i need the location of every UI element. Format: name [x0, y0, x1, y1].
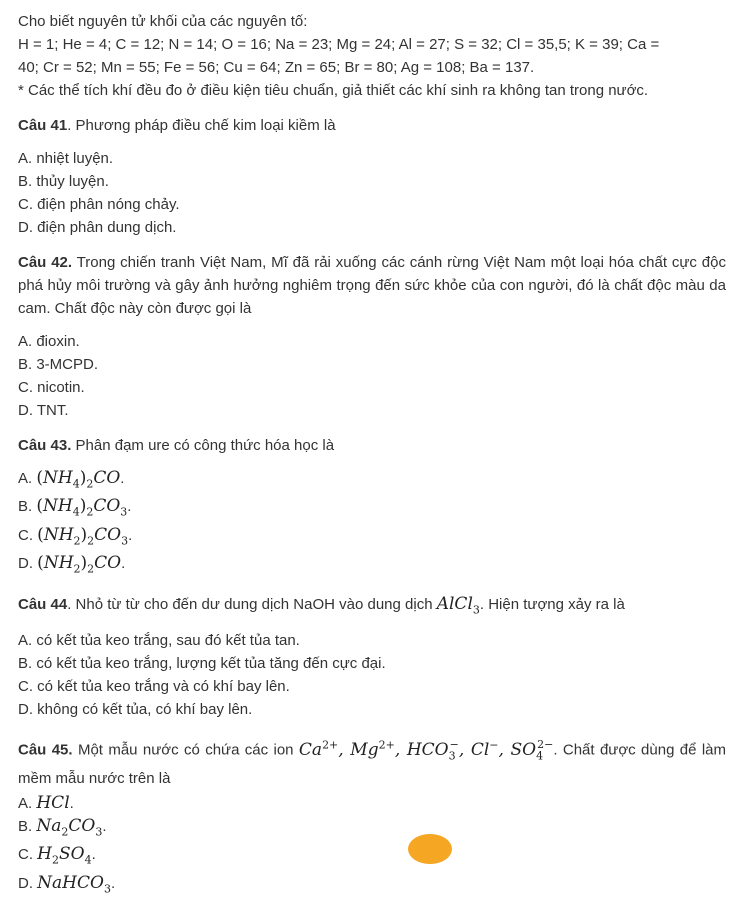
question-41 [18, 114, 726, 239]
question-43-label: Câu 43. [18, 437, 72, 454]
intro-line-1: Cho biết nguyên tử khối của các nguyên tố: [18, 13, 308, 30]
intro-line-4: * Các thể tích khí đều đo ở điều kiện tiêu chuẩn, giả thiết các khí sinh ra không tan trong nước. [18, 82, 649, 99]
option-44-d: D. không có kết tủa, có khí bay lên. [18, 700, 253, 718]
question-44-label: Câu 44 [18, 595, 68, 613]
question-45-options [18, 792, 726, 900]
question-44 [18, 593, 726, 721]
option-44-c: C. có kết tủa keo trắng và có khí bay lên. [18, 677, 290, 695]
question-41-options [18, 147, 726, 239]
formula-alcl3: AlCl$_3$ [436, 593, 480, 616]
intro [18, 10, 726, 102]
formula-ions: $Ca^{2+}$, $Mg^{2+}$, $HCO_3^-$, Cl−, $SO_4^{2-}$ [298, 737, 554, 762]
question-45-label: Câu 45. [18, 741, 73, 759]
option-41-c: C. điện phân nóng chảy. [18, 196, 180, 213]
option-42-b: B. 3-MCPD. [18, 356, 99, 373]
option-42-c: C. nicotin. [18, 379, 85, 396]
option-41-b: B. thủy luyện. [18, 173, 109, 190]
formula-hcl: HCl [36, 793, 70, 813]
question-45 [18, 733, 726, 900]
question-42-text: Câu 42. Trong chiến tranh Việt Nam, Mĩ đã rải xuống các cánh rừng Việt Nam một loại hóa chất cực độc phá hủy môi trường và gây ảnh hưởng nghiêm trọng đến sức khỏe của con người, đó là chất độc màu da cam. Chất độc này còn được gọi là [18, 254, 726, 317]
option-43-a: A. $(NH_4)_2CO$. [18, 468, 125, 491]
formula-na2co3: $Na_2CO_3$ [36, 816, 103, 839]
question-41-label: Câu 41 [18, 117, 68, 134]
option-41-a: A. nhiệt luyện. [18, 150, 114, 167]
question-43-options [18, 467, 726, 581]
floating-button-edge[interactable] [408, 834, 452, 864]
option-44-b: B. có kết tủa keo trắng, lượng kết tủa tăng đến cực đại. [18, 654, 386, 672]
option-45-a: A. HCl. [18, 793, 74, 813]
document [18, 10, 726, 900]
option-42-d: D. TNT. [18, 402, 69, 419]
formula-nh4-2-co3: $(NH_4)_2CO_3$ [36, 496, 128, 519]
formula-h2so4: $H_2SO_4$ [37, 844, 92, 867]
option-45-d: D. NaHCO$_3$. [18, 872, 116, 896]
intro-line-3: 40; Cr = 52; Mn = 55; Fe = 56; Cu = 64; Zn = 65; Br = 80; Ag = 108; Ba = 137. [18, 59, 535, 76]
formula-nahco3: NaHCO$_3$ [37, 872, 111, 896]
question-43-text: Câu 43. Phân đạm ure có công thức hóa học là [18, 437, 335, 454]
option-45-c: C. $H_2SO_4$. [18, 844, 96, 867]
option-43-d: D. $(NH_2)_2CO$. [18, 553, 126, 576]
question-44-options [18, 629, 726, 721]
intro-line-2: H = 1; He = 4; C = 12; N = 14; O = 16; Na = 23; Mg = 24; Al = 27; S = 32; Cl = 35,5; K = 39; Ca = [18, 36, 660, 53]
formula-nh2-2-co: $(NH_2)_2CO$ [37, 553, 122, 576]
option-43-b: B. $(NH_4)_2CO_3$. [18, 496, 132, 519]
option-42-a: A. đioxin. [18, 333, 80, 350]
question-44-text: Câu 44. Nhỏ từ từ cho đến dư dung dịch NaOH vào dung dịch AlCl$_3$. Hiện tượng xảy ra là [18, 593, 625, 616]
formula-nh2-2-co3: $(NH_2)_2CO_3$ [37, 524, 129, 548]
question-41-text: Câu 41. Phương pháp điều chế kim loại kiềm là [18, 117, 336, 134]
question-42-options [18, 330, 726, 422]
question-42-label: Câu 42. [18, 254, 73, 271]
option-45-b: B. $Na_2CO_3$. [18, 816, 107, 839]
option-43-c: C. $(NH_2)_2CO_3$. [18, 524, 133, 548]
question-43 [18, 434, 726, 581]
question-45-text: Câu 45. Một mẫu nước có chứa các ion $Ca^{2+}$, $Mg^{2+}$, $HCO_3^-$, Cl−, $SO_4^{2-}$. Chất được dùng để làm mềm mẫu nước trên là [18, 737, 727, 787]
option-44-a: A. có kết tủa keo trắng, sau đó kết tủa tan. [18, 631, 300, 649]
option-41-d: D. điện phân dung dịch. [18, 219, 177, 236]
question-42 [18, 251, 726, 422]
formula-nh4-2-co: $(NH_4)_2CO$ [36, 468, 121, 491]
